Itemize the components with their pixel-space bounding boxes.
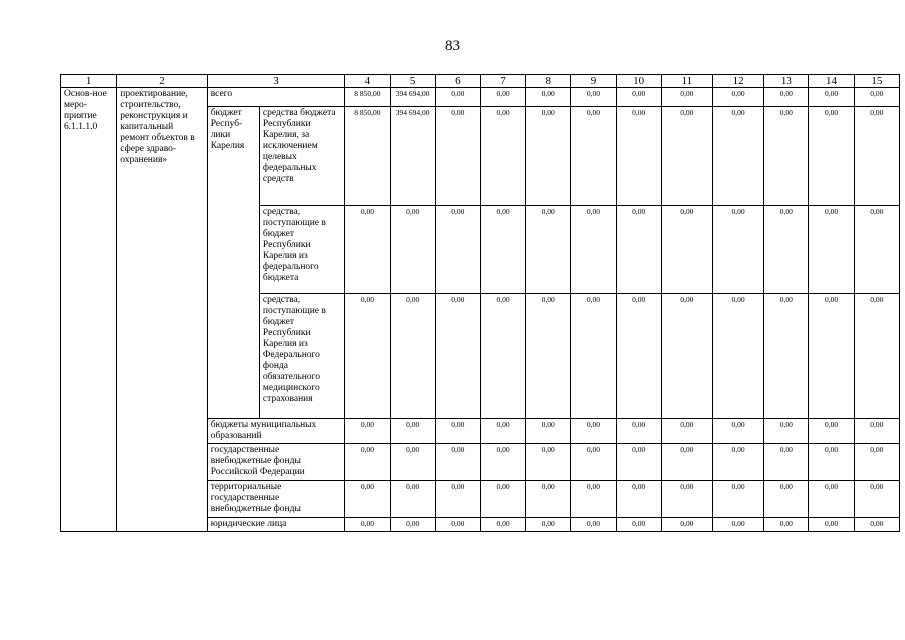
value-cell: 0,00	[809, 481, 854, 518]
value-cell: 0,00	[764, 419, 809, 444]
value-cell: 0,00	[435, 518, 480, 532]
value-cell: 0,00	[345, 419, 390, 444]
value-cell: 0,00	[571, 88, 616, 107]
value-cell: 0,00	[571, 444, 616, 481]
row-label: территориальные государственные внебюджетные фонды	[207, 481, 345, 518]
value-cell: 0,00	[764, 481, 809, 518]
value-cell: 0,00	[480, 518, 525, 532]
value-cell: 0,00	[480, 419, 525, 444]
value-cell: 0,00	[345, 481, 390, 518]
value-cell: 0,00	[809, 88, 854, 107]
value-cell: 0,00	[526, 518, 571, 532]
value-cell: 0,00	[854, 444, 899, 481]
value-cell: 0,00	[854, 107, 899, 206]
value-cell: 0,00	[809, 518, 854, 532]
measure-name: проектирование, строительство, реконструкция и капитальный ремонт объектов в сфере здраво-охранения»	[117, 88, 207, 532]
value-cell: 0,00	[854, 88, 899, 107]
header-cell: 3	[207, 75, 345, 88]
value-cell: 0,00	[435, 88, 480, 107]
value-cell: 0,00	[526, 107, 571, 206]
value-cell: 0,00	[809, 206, 854, 294]
value-cell: 0,00	[480, 88, 525, 107]
value-cell: 0,00	[480, 107, 525, 206]
header-cell: 2	[117, 75, 207, 88]
value-cell: 0,00	[616, 481, 661, 518]
header-cell: 6	[435, 75, 480, 88]
value-cell: 0,00	[526, 444, 571, 481]
header-cell: 1	[61, 75, 117, 88]
value-cell: 0,00	[616, 88, 661, 107]
value-cell: 0,00	[571, 419, 616, 444]
value-cell: 0,00	[390, 444, 435, 481]
value-cell: 0,00	[616, 107, 661, 206]
value-cell: 0,00	[854, 294, 899, 419]
value-cell: 0,00	[526, 481, 571, 518]
value-cell: 0,00	[854, 419, 899, 444]
row-label: средства, поступающие в бюджет Республики Карелия из федерального бюджета	[259, 206, 344, 294]
value-cell: 0,00	[661, 294, 712, 419]
value-cell: 0,00	[390, 419, 435, 444]
value-cell: 0,00	[345, 206, 390, 294]
header-cell: 14	[809, 75, 854, 88]
value-cell: 0,00	[661, 481, 712, 518]
page-number: 83	[445, 38, 460, 54]
value-cell: 0,00	[480, 206, 525, 294]
value-cell: 0,00	[435, 206, 480, 294]
header-cell: 10	[616, 75, 661, 88]
value-cell: 0,00	[616, 206, 661, 294]
value-cell: 0,00	[661, 107, 712, 206]
row-label: юридические лица	[207, 518, 345, 532]
row-label: всего	[207, 88, 345, 107]
header-cell: 15	[854, 75, 899, 88]
value-cell: 0,00	[616, 294, 661, 419]
header-cell: 4	[345, 75, 390, 88]
value-cell: 0,00	[764, 444, 809, 481]
value-cell: 0,00	[712, 107, 763, 206]
value-cell: 0,00	[809, 294, 854, 419]
value-cell: 0,00	[809, 419, 854, 444]
value-cell: 0,00	[390, 481, 435, 518]
header-cell: 5	[390, 75, 435, 88]
value-cell: 0,00	[526, 419, 571, 444]
value-cell: 0,00	[435, 419, 480, 444]
value-cell: 0,00	[345, 444, 390, 481]
value-cell: 0,00	[616, 518, 661, 532]
value-cell: 0,00	[616, 444, 661, 481]
value-cell: 0,00	[571, 518, 616, 532]
table-row	[61, 88, 900, 107]
header-cell: 9	[571, 75, 616, 88]
measure-code: Основ-ное меро-приятие 6.1.1.1.0	[61, 88, 117, 532]
value-cell: 0,00	[712, 206, 763, 294]
row-label: средства бюджета Республики Карелия, за исключением целевых федеральных средств	[259, 107, 344, 206]
header-cell: 12	[712, 75, 763, 88]
value-cell: 0,00	[712, 419, 763, 444]
value-cell: 0,00	[480, 444, 525, 481]
value-cell: 0,00	[345, 518, 390, 532]
budget-table	[60, 74, 900, 532]
value-cell: 0,00	[661, 206, 712, 294]
header-row	[61, 75, 900, 88]
value-cell: 0,00	[712, 481, 763, 518]
header-cell: 8	[526, 75, 571, 88]
row-label: государственные внебюджетные фонды Российской Федерации	[207, 444, 345, 481]
value-cell: 0,00	[571, 294, 616, 419]
value-cell: 0,00	[661, 518, 712, 532]
value-cell: 8 850,00	[345, 107, 390, 206]
value-cell: 0,00	[712, 444, 763, 481]
value-cell: 0,00	[854, 518, 899, 532]
value-cell: 0,00	[571, 107, 616, 206]
row-label: средства, поступающие в бюджет Республики Карелия из Федерального фонда обязательного медицинского страхования	[259, 294, 344, 419]
value-cell: 0,00	[345, 294, 390, 419]
value-cell: 0,00	[661, 88, 712, 107]
value-cell: 0,00	[435, 107, 480, 206]
value-cell: 0,00	[571, 206, 616, 294]
header-cell: 11	[661, 75, 712, 88]
value-cell: 0,00	[571, 481, 616, 518]
value-cell: 394 694,00	[390, 107, 435, 206]
value-cell: 0,00	[661, 444, 712, 481]
value-cell: 0,00	[435, 294, 480, 419]
header-cell: 13	[764, 75, 809, 88]
value-cell: 0,00	[764, 88, 809, 107]
value-cell: 0,00	[809, 444, 854, 481]
value-cell: 0,00	[712, 294, 763, 419]
value-cell: 0,00	[480, 481, 525, 518]
value-cell: 0,00	[764, 518, 809, 532]
value-cell: 0,00	[435, 444, 480, 481]
value-cell: 0,00	[390, 294, 435, 419]
value-cell: 394 694,00	[390, 88, 435, 107]
value-cell: 0,00	[764, 294, 809, 419]
value-cell: 0,00	[764, 107, 809, 206]
value-cell: 0,00	[526, 294, 571, 419]
row-group-label: бюджет Респуб-лики Карелия	[207, 107, 259, 419]
value-cell: 0,00	[764, 206, 809, 294]
value-cell: 0,00	[390, 518, 435, 532]
value-cell: 0,00	[854, 481, 899, 518]
value-cell: 0,00	[809, 107, 854, 206]
value-cell: 0,00	[526, 88, 571, 107]
row-label: бюджеты муниципальных образований	[207, 419, 345, 444]
value-cell: 0,00	[480, 294, 525, 419]
value-cell: 0,00	[390, 206, 435, 294]
value-cell: 0,00	[712, 88, 763, 107]
value-cell: 0,00	[616, 419, 661, 444]
value-cell: 0,00	[435, 481, 480, 518]
value-cell: 8 850,00	[345, 88, 390, 107]
value-cell: 0,00	[526, 206, 571, 294]
value-cell: 0,00	[854, 206, 899, 294]
value-cell: 0,00	[661, 419, 712, 444]
header-cell: 7	[480, 75, 525, 88]
value-cell: 0,00	[712, 518, 763, 532]
